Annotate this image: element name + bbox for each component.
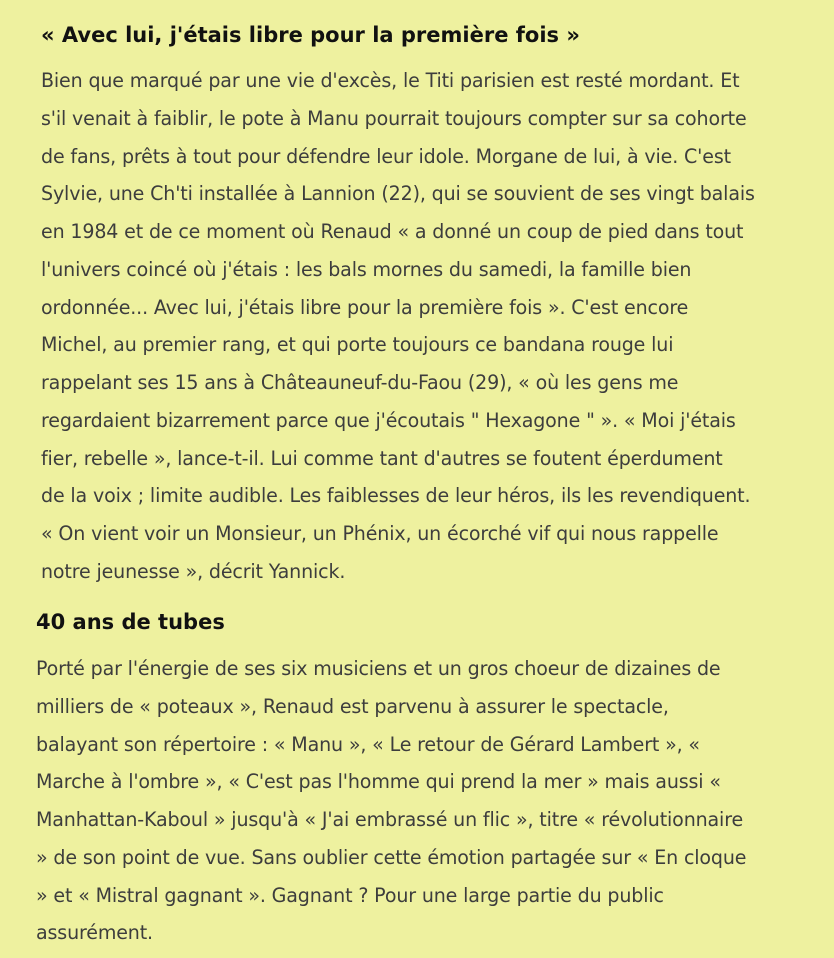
section-heading: 40 ans de tubes [36, 610, 225, 634]
paragraph-line: Marche à l'ombre », « C'est pas l'homme qui prend la mer » mais aussi « [36, 770, 721, 794]
section-paragraph [0, 650, 834, 952]
paragraph-line: Sylvie, une Ch'ti installée à Lannion (22), qui se souvient de ses vingt balais [41, 182, 755, 206]
section-paragraph [0, 62, 834, 591]
paragraph-line: rappelant ses 15 ans à Châteauneuf-du-Faou (29), « où les gens me [41, 371, 679, 394]
paragraph-line: regardaient bizarrement parce que j'écoutais " Hexagone " ». « Moi j'étais [41, 408, 736, 432]
article-section-tubes [0, 607, 834, 952]
paragraph-line: l'univers coincé où j'étais : les bals mornes du samedi, la famille bien [41, 257, 692, 281]
article-section-free [0, 20, 834, 591]
paragraph-line: de fans, prêts à tout pour défendre leur idole. Morgane de lui, à vie. C'est [41, 144, 731, 168]
paragraph-line: » et « Mistral gagnant ». Gagnant ? Pour une large partie du public [36, 883, 664, 907]
paragraph-line: notre jeunesse », décrit Yannick. [41, 559, 346, 583]
paragraph-line: Bien que marqué par une vie d'excès, le Titi parisien est resté mordant. Et [41, 69, 740, 92]
paragraph-line: « On vient voir un Monsieur, un Phénix, un écorché vif qui nous rappelle [41, 522, 719, 545]
paragraph-line: balayant son répertoire : « Manu », « Le retour de Gérard Lambert », « [36, 732, 700, 756]
paragraph-line: Manhattan-Kaboul » jusqu'à « J'ai embrassé un flic », titre « révolutionnaire [36, 808, 744, 831]
paragraph-line: de la voix ; limite audible. Les faiblesses de leur héros, ils les revendiquent. [41, 484, 751, 508]
paragraph-line: fier, rebelle », lance-t-il. Lui comme tant d'autres se foutent éperdument [41, 446, 723, 470]
paragraph-line: ordonnée... Avec lui, j'étais libre pour la première fois ». C'est encore [41, 295, 689, 319]
paragraph-line: Porté par l'énergie de ses six musiciens et un gros choeur de dizaines de [36, 657, 721, 680]
paragraph-line: en 1984 et de ce moment où Renaud « a donné un coup de pied dans tout [41, 220, 744, 243]
paragraph-line: » de son point de vue. Sans oublier cette émotion partagée sur « En cloque [36, 845, 747, 869]
paragraph-line: s'il venait à faiblir, le pote à Manu pourrait toujours compter sur sa cohorte [41, 106, 747, 130]
paragraph-line: Michel, au premier rang, et qui porte toujours ce bandana rouge lui [41, 333, 674, 357]
paragraph-line: assurément. [36, 921, 153, 945]
section-heading: « Avec lui, j'étais libre pour la première fois » [41, 23, 580, 47]
paragraph-line: milliers de « poteaux », Renaud est parvenu à assurer le spectacle, [36, 694, 669, 718]
